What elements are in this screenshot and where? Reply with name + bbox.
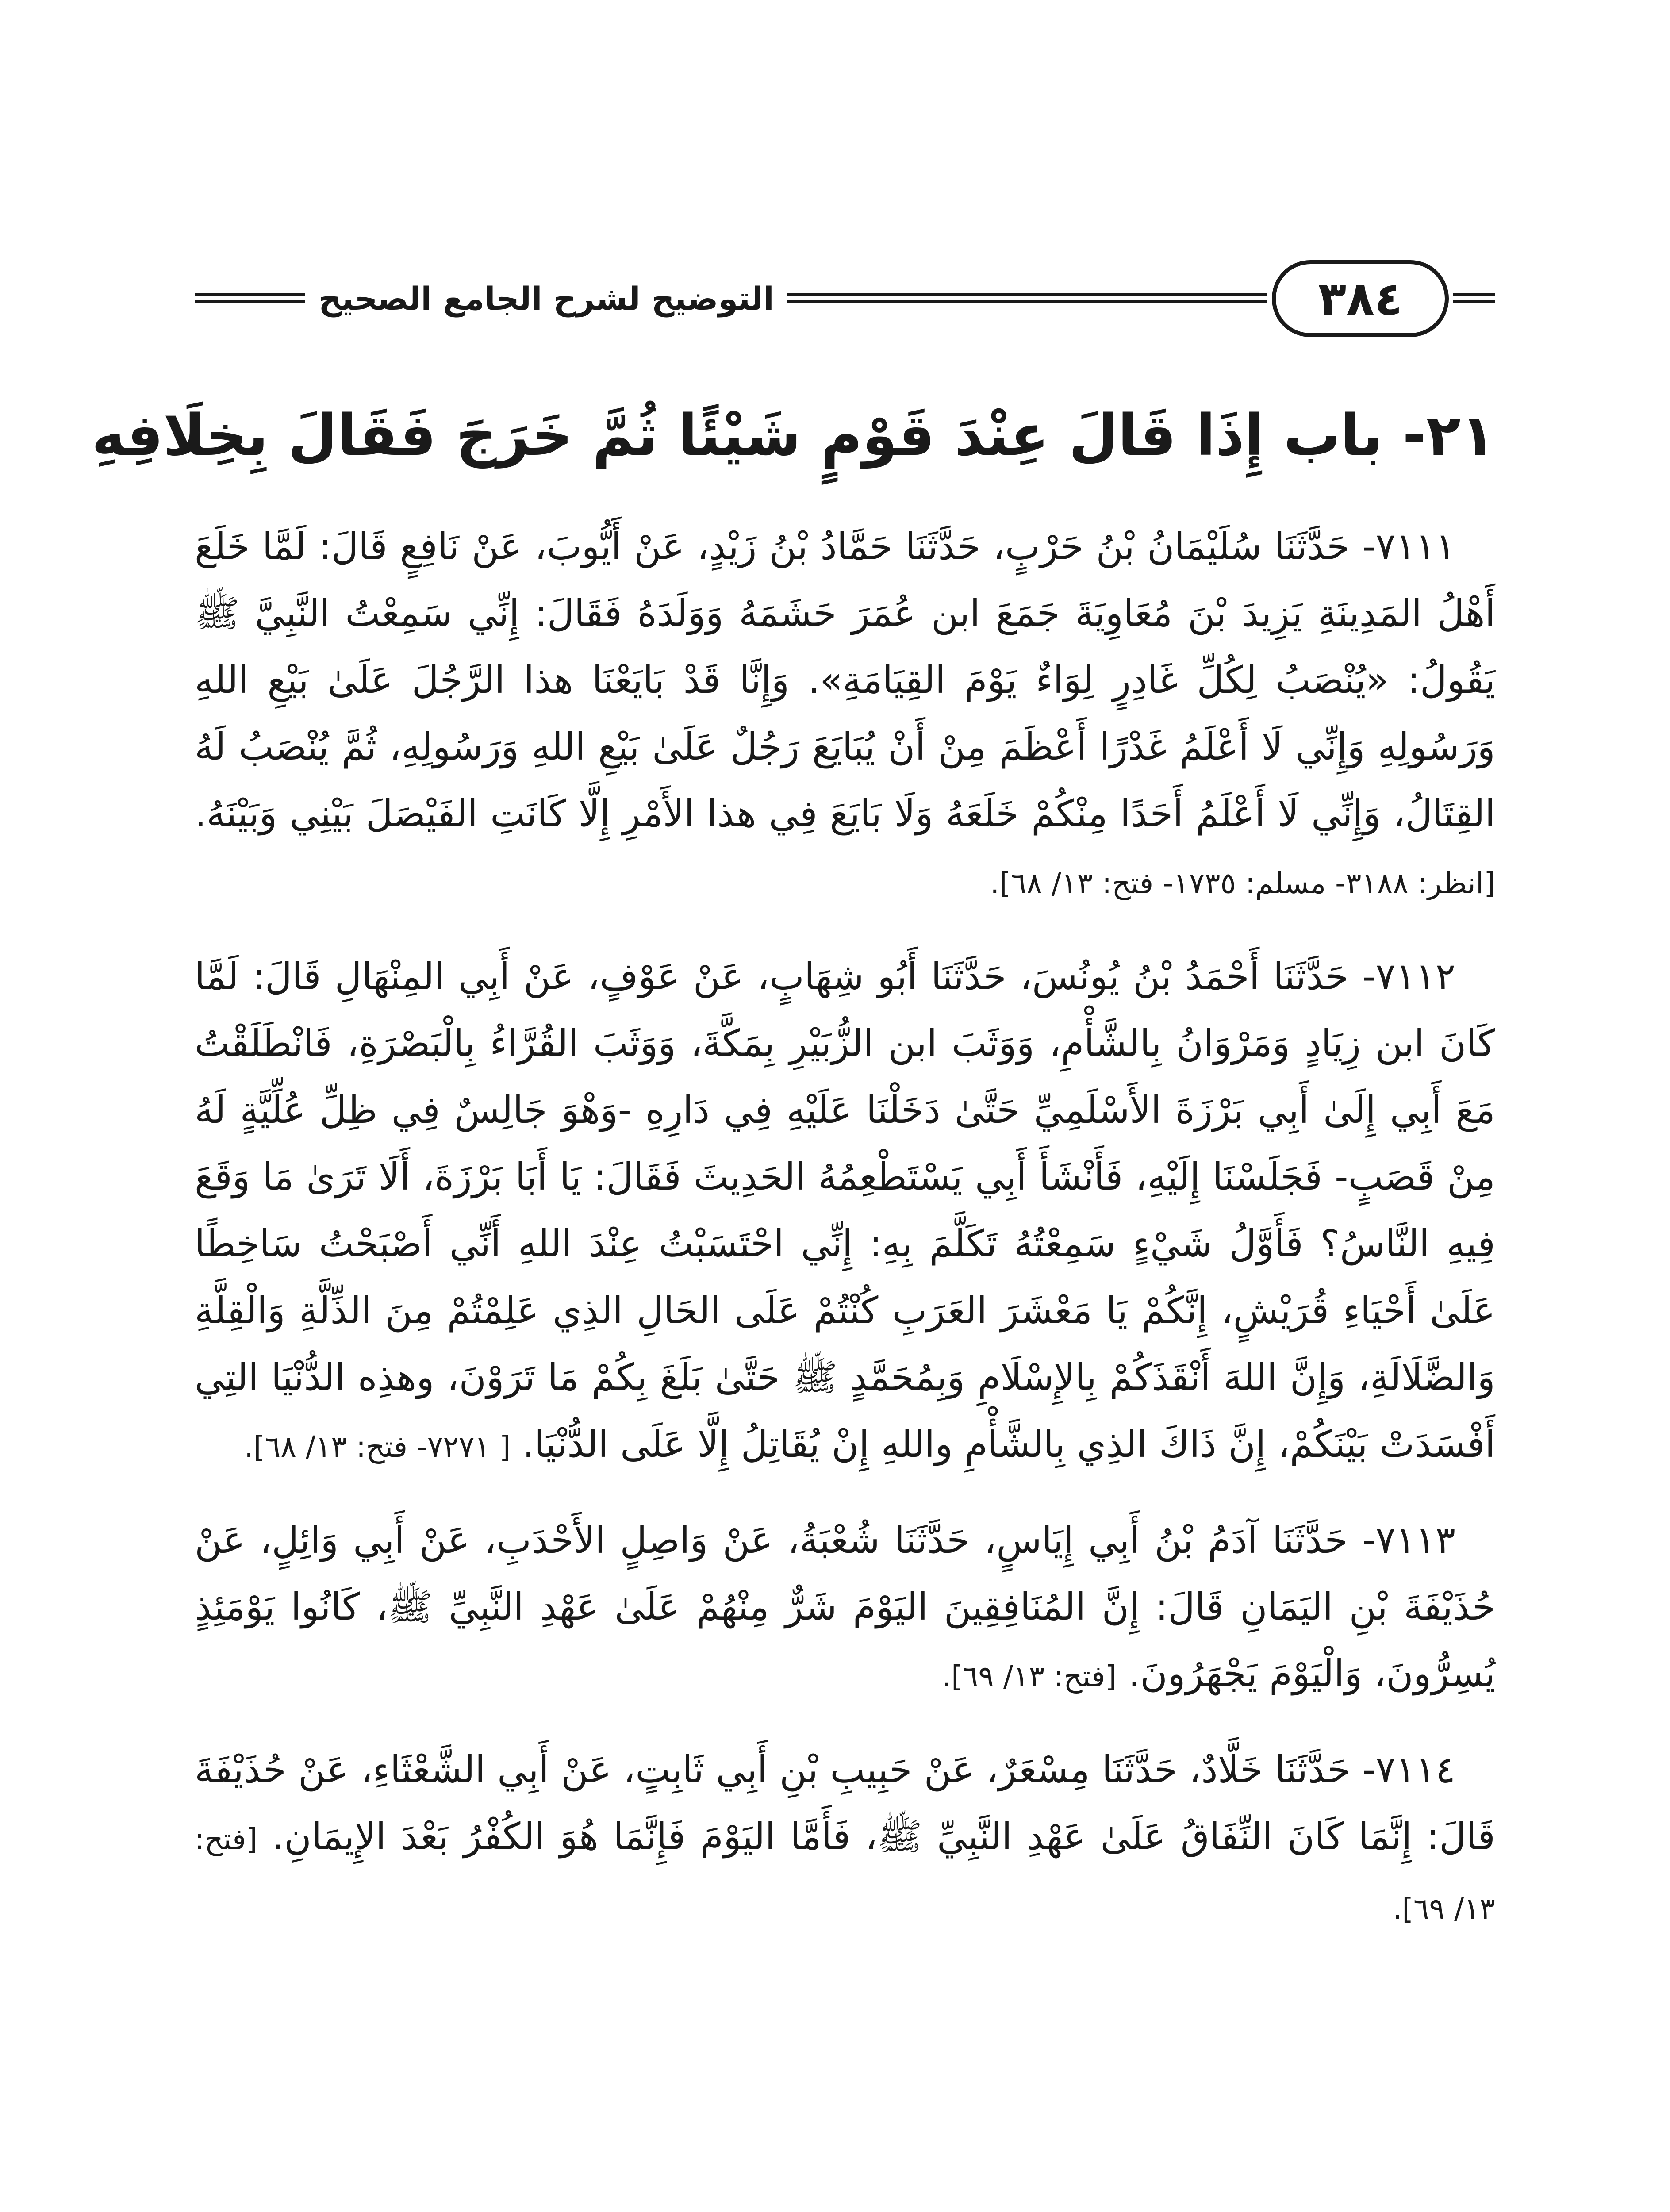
hadith-reference: [ ٧٢٧١- فتح: ١٣/ ٦٨]. [244,1430,511,1464]
hadith-number: ٧١١٣- [1362,1518,1455,1562]
header-rule-middle [787,293,1267,303]
hadith-paragraph [195,1507,1495,1710]
hadith-text: حَدَّثَنَا أَحْمَدُ بْنُ يُونُسَ، حَدَّثَنَا أَبُو شِهَابٍ، عَنْ عَوْفٍ، عَنْ أَبِي المِنْهَالِ قَالَ: لَمَّا كَانَ ابن زِيَادٍ وَمَرْوَانُ بِالشَّأْمِ، وَوَثَبَ ابن الزُّبَيْرِ بِمَكَّةَ، وَوَثَبَ القُرَّاءُ بِالْبَصْرَةِ، فَانْطَلَقْتُ مَعَ أَبِي إِلَىٰ أَبِي بَرْزَةَ الأَسْلَمِيِّ حَتَّىٰ دَخَلْنَا عَلَيْهِ فِي دَارِهِ -وَهْوَ جَالِسٌ فِي ظِلِّ عُلِّيَّةٍ لَهُ مِنْ قَصَبٍ- فَجَلَسْنَا إِلَيْهِ، فَأَنْشَأَ أَبِي يَسْتَطْعِمُهُ الحَدِيثَ فَقَالَ: يَا أَبَا بَرْزَةَ، أَلَا تَرَىٰ مَا وَقَعَ فِيهِ النَّاسُ؟ فَأَوَّلُ شَيْءٍ سَمِعْتُهُ تَكَلَّمَ بِهِ: إِنِّي احْتَسَبْتُ عِنْدَ اللهِ أَنِّي أَصْبَحْتُ سَاخِطًا عَلَىٰ أَحْيَاءِ قُرَيْشٍ، إِنَّكُمْ يَا مَعْشَرَ العَرَبِ كُنْتُمْ عَلَى الحَالِ الذِي عَلِمْتُمْ مِنَ الذِّلَّةِ وَالْقِلَّةِ وَالضَّلَالَةِ، وَإِنَّ اللهَ أَنْقَذَكُمْ بِالإِسْلَامِ وَبِمُحَمَّدٍ ﷺ حَتَّىٰ بَلَغَ بِكُمْ مَا تَرَوْنَ، وهذِه الدُّنْيَا التِي أَفْسَدَتْ بَيْنَكُمْ، إِنَّ ذَاكَ الذِي بِالشَّأْمِ واللهِ إِنْ يُقَاتِلُ إِلَّا عَلَى الدُّنْيَا. [195,955,1495,1466]
chapter-title: ٢١- باب إِذَا قَالَ عِنْدَ قَوْمٍ شَيْئًا ثُمَّ خَرَجَ فَقَالَ بِخِلَافِهِ [92,403,1495,469]
hadith-number: ٧١١٢- [1362,955,1455,998]
book-title: التوضيح لشرح الجامع الصحيح [319,280,774,317]
hadith-reference: [فتح: ١٣/ ٦٩]. [942,1659,1117,1694]
hadith-paragraph [195,513,1495,917]
hadith-reference: [انظر: ٣١٨٨- مسلم: ١٧٣٥- فتح: ١٣/ ٦٨]. [990,866,1495,900]
header-rule-left [195,293,305,303]
hadith-text: حَدَّثَنَا آدَمُ بْنُ أَبِي إِيَاسٍ، حَدَّثَنَا شُعْبَةُ، عَنْ وَاصِلٍ الأَحْدَبِ، عَنْ أَبِي وَائِلٍ، عَنْ حُذَيْفَةَ بْنِ اليَمَانِ قَالَ: إِنَّ المُنَافِقِينَ اليَوْمَ شَرٌّ مِنْهُمْ عَلَىٰ عَهْدِ النَّبِيِّ ﷺ، كَانُوا يَوْمَئِذٍ يُسِرُّونَ، وَالْيَوْمَ يَجْهَرُونَ. [195,1518,1495,1695]
hadith-reference: [فتح: ١٣/ ٦٩]. [195,1822,1495,1926]
header-rule-right [1453,293,1495,303]
body-text [195,513,1495,1969]
hadith-text: حَدَّثَنَا خَلَّادٌ، حَدَّثَنَا مِسْعَرٌ، عَنْ حَبِيبِ بْنِ أَبِي ثَابِتٍ، عَنْ أَبِي الشَّعْثَاءِ، عَنْ حُذَيْفَةَ قَالَ: إِنَّمَا كَانَ النِّفَاقُ عَلَىٰ عَهْدِ النَّبِيِّ ﷺ، فَأَمَّا اليَوْمَ فَإِنَّمَا هُوَ الكُفْرُ بَعْدَ الإِيمَانِ. [195,1748,1495,1858]
page-number: ٣٨٤ [1272,260,1449,337]
hadith-number: ٧١١١- [1362,525,1455,568]
hadith-paragraph [195,1736,1495,1942]
running-header [195,252,1495,345]
hadith-paragraph [195,943,1495,1480]
hadith-number: ٧١١٤- [1362,1748,1455,1791]
hadith-text: حَدَّثَنَا سُلَيْمَانُ بْنُ حَرْبٍ، حَدَّثَنَا حَمَّادُ بْنُ زَيْدٍ، عَنْ أَيُّوبَ، عَنْ نَافِعٍ قَالَ: لَمَّا خَلَعَ أَهْلُ المَدِينَةِ يَزِيدَ بْنَ مُعَاوِيَةَ جَمَعَ ابن عُمَرَ حَشَمَهُ وَوَلَدَهُ فَقَالَ: إِنِّي سَمِعْتُ النَّبِيَّ ﷺ يَقُولُ: «يُنْصَبُ لِكُلِّ غَادِرٍ لِوَاءٌ يَوْمَ القِيَامَةِ». وَإِنَّا قَدْ بَايَعْنَا هذا الرَّجُلَ عَلَىٰ بَيْعِ اللهِ وَرَسُولِهِ وَإِنِّي لَا أَعْلَمُ غَدْرًا أَعْظَمَ مِنْ أَنْ يُبَايَعَ رَجُلٌ عَلَىٰ بَيْعِ اللهِ وَرَسُولِهِ، ثُمَّ يُنْصَبُ لَهُ القِتَالُ، وَإِنِّي لَا أَعْلَمُ أَحَدًا مِنْكُمْ خَلَعَهُ وَلَا بَايَعَ فِي هذا الأَمْرِ إِلَّا كَانَتِ الفَيْصَلَ بَيْنِي وَبَيْنَهُ. [195,525,1495,835]
